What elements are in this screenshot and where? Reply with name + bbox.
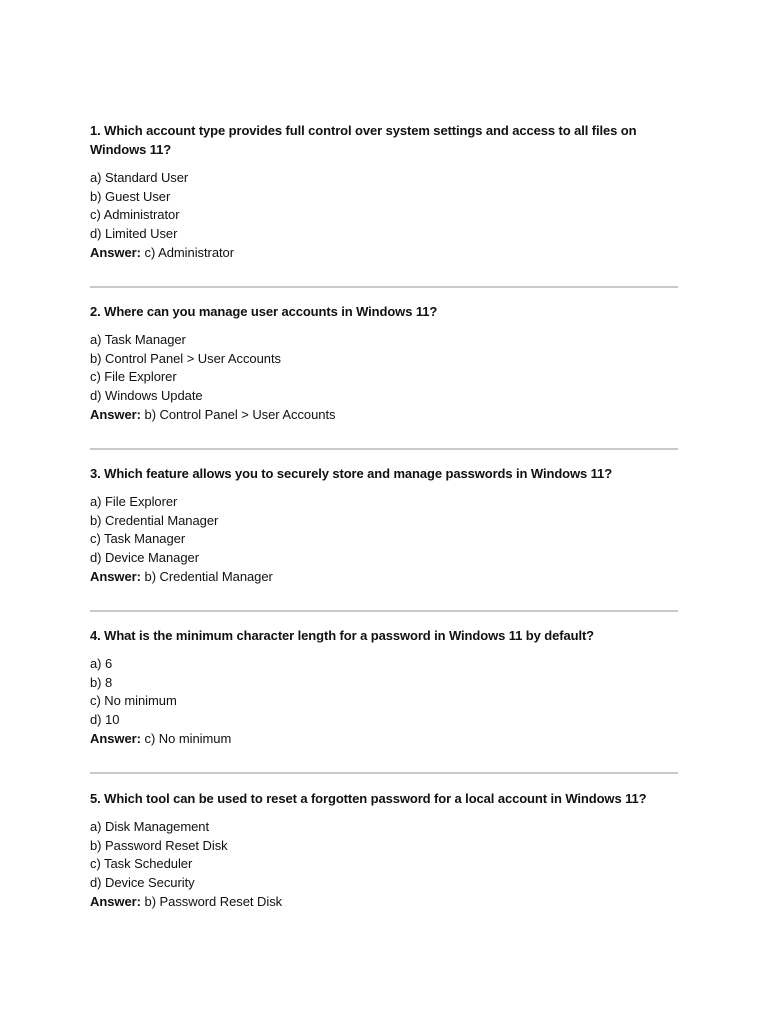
answer-value: b) Credential Manager <box>144 568 273 584</box>
question-block-3 <box>90 464 678 587</box>
option-a: a) File Explorer <box>90 494 178 509</box>
question-block-5 <box>90 789 678 912</box>
section-divider <box>90 448 678 450</box>
option-b: b) Credential Manager <box>90 512 219 528</box>
option-b: b) Control Panel > User Accounts <box>90 350 281 366</box>
section-divider <box>90 772 678 774</box>
answer-label: Answer: <box>90 568 141 584</box>
option-d: d) Device Security <box>90 875 195 891</box>
answer-label: Answer: <box>90 893 141 909</box>
question-text: 1. Which account type provides full control over system settings and access to all files on Windows 11? <box>90 123 637 157</box>
option-c: c) File Explorer <box>90 369 177 385</box>
section-divider <box>90 286 678 288</box>
option-c: c) Task Scheduler <box>90 856 193 872</box>
option-a: a) Standard User <box>90 170 189 185</box>
answer-line <box>90 244 678 263</box>
option-c: c) Administrator <box>90 207 180 223</box>
question-block-4 <box>90 626 678 749</box>
answer-value: c) Administrator <box>144 244 235 260</box>
option-b: b) Guest User <box>90 188 171 204</box>
answer-line <box>90 893 678 912</box>
option-b: b) 8 <box>90 674 113 690</box>
answer-label: Answer: <box>90 730 141 746</box>
option-d: d) Device Manager <box>90 550 199 566</box>
question-text: 4. What is the minimum character length for a password in Windows 11 by default? <box>90 628 595 643</box>
option-a: a) Disk Management <box>90 819 210 834</box>
answer-line <box>90 406 678 425</box>
option-c: c) Task Manager <box>90 531 186 547</box>
option-b: b) Password Reset Disk <box>90 837 228 853</box>
question-block-1 <box>90 121 678 263</box>
answer-label: Answer: <box>90 244 141 260</box>
answer-value: b) Password Reset Disk <box>144 893 283 909</box>
answer-line <box>90 568 678 587</box>
answer-line <box>90 730 678 749</box>
section-divider <box>90 610 678 612</box>
answer-value: c) No minimum <box>144 730 232 746</box>
option-d: d) Windows Update <box>90 388 203 404</box>
option-a: a) Task Manager <box>90 332 186 347</box>
option-d: d) Limited User <box>90 226 178 242</box>
answer-value: b) Control Panel > User Accounts <box>144 406 336 422</box>
option-d: d) 10 <box>90 712 120 728</box>
question-text: 5. Which tool can be used to reset a forgotten password for a local account in Windows 11? <box>90 791 647 806</box>
answer-label: Answer: <box>90 406 141 422</box>
option-c: c) No minimum <box>90 693 177 709</box>
question-text: 2. Where can you manage user accounts in Windows 11? <box>90 304 438 319</box>
question-block-2 <box>90 302 678 425</box>
question-text: 3. Which feature allows you to securely store and manage passwords in Windows 11? <box>90 466 613 481</box>
option-a: a) 6 <box>90 656 113 671</box>
